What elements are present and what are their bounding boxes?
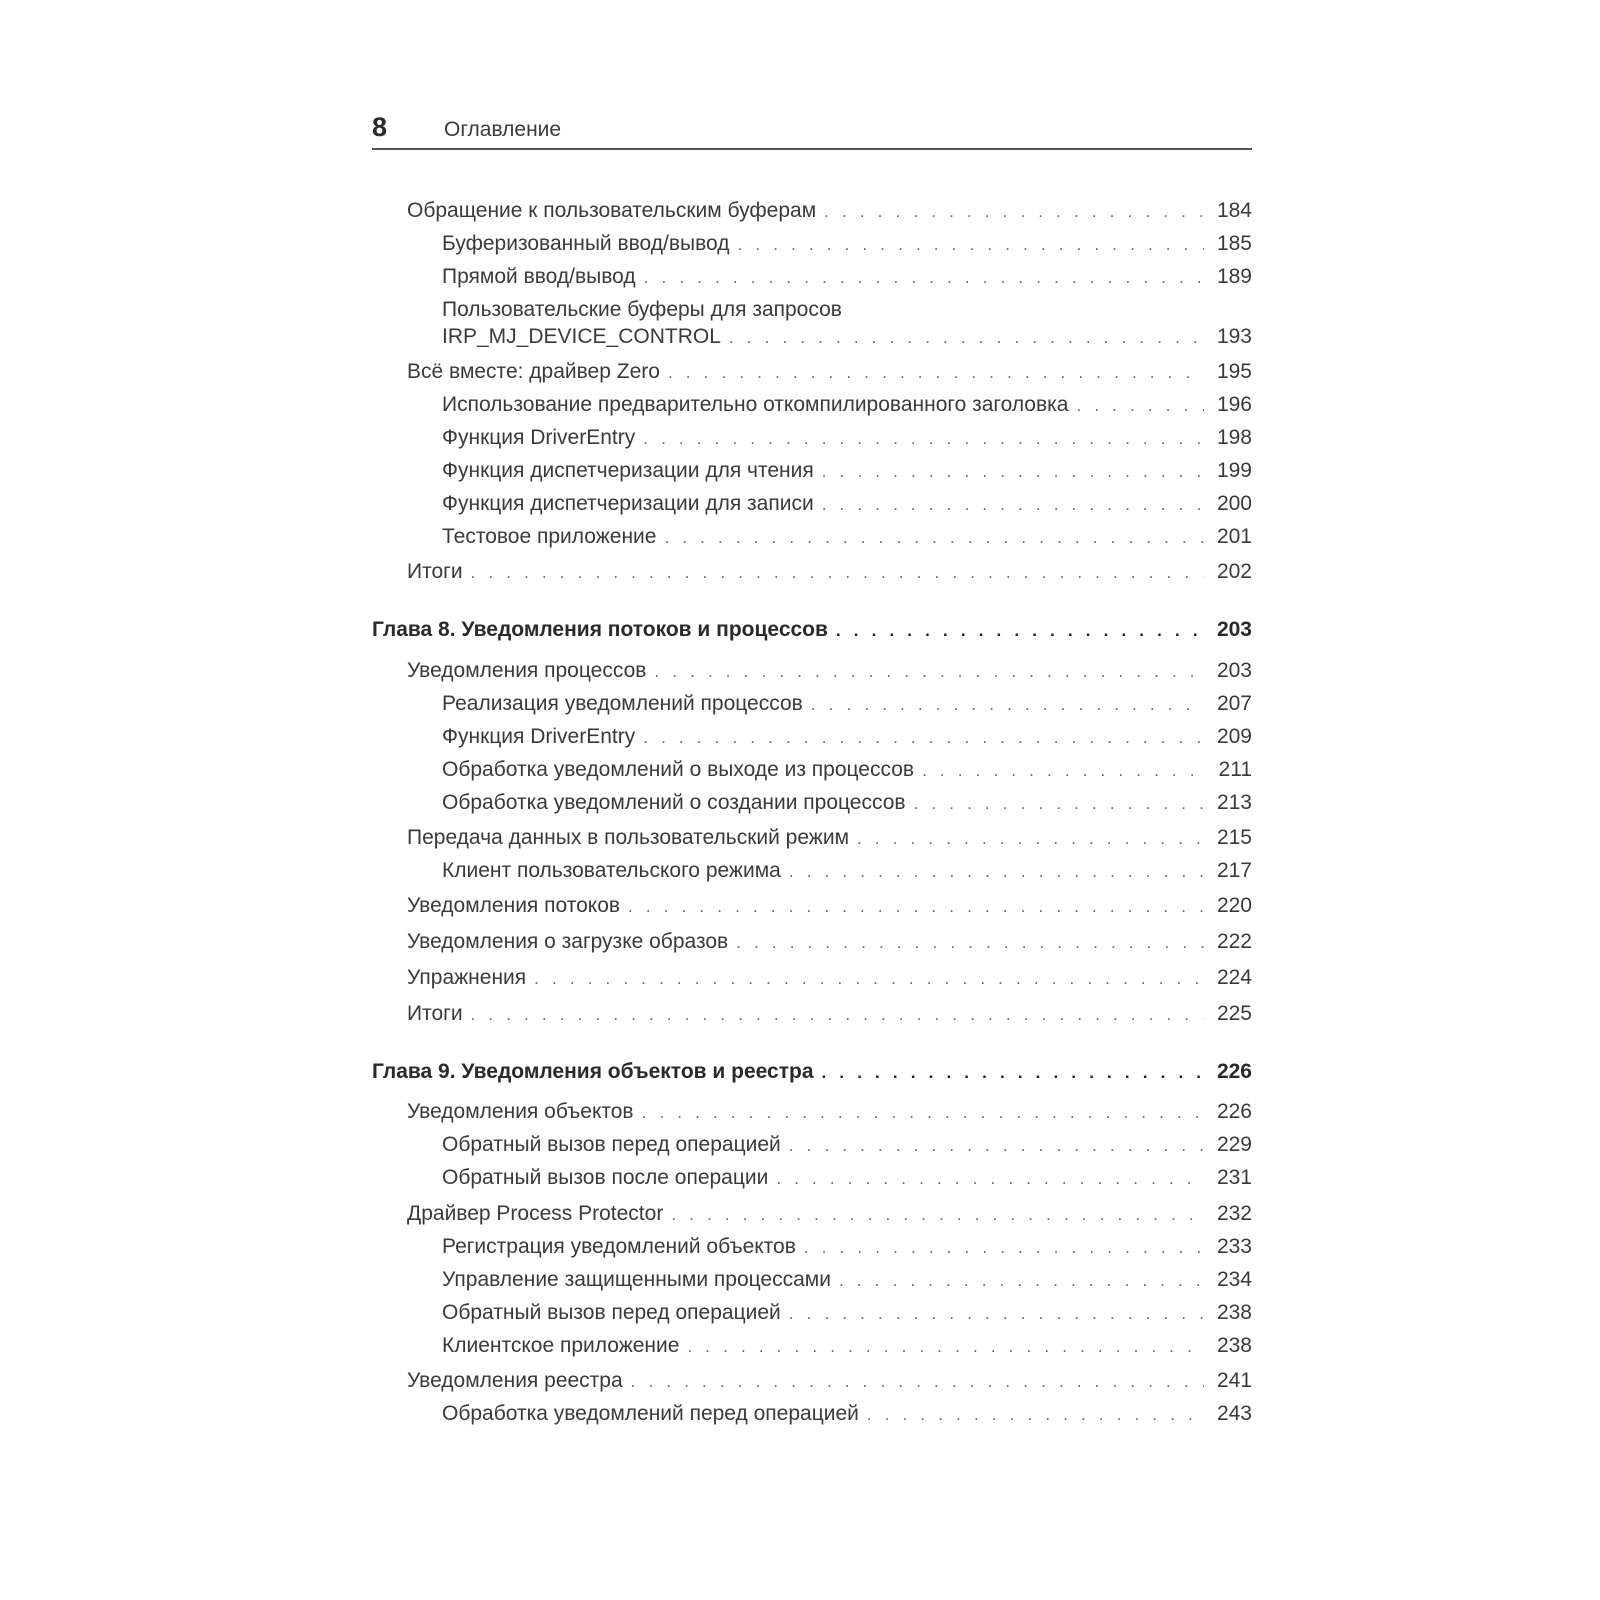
toc-entry-label: Глава 8. Уведомления потоков и процессов [372, 618, 828, 641]
toc-entry[interactable] [372, 1199, 1252, 1229]
toc-entry[interactable] [372, 927, 1252, 957]
dot-leader [839, 1266, 1204, 1296]
toc-entry-label: Итоги [407, 1002, 463, 1025]
toc-page-number: 209 [1216, 725, 1252, 748]
toc-entry[interactable] [372, 1097, 1252, 1127]
toc-chapter-entry[interactable] [372, 1057, 1252, 1087]
toc-entry-label: Функция DriverEntry [442, 725, 636, 748]
page-header [372, 108, 1252, 150]
toc-entry-label: Итоги [407, 560, 463, 583]
toc-entry-label: Передача данных в пользовательский режим [407, 826, 850, 849]
toc-entry[interactable] [372, 999, 1252, 1029]
toc-entry[interactable] [372, 196, 1252, 226]
dot-leader [824, 197, 1204, 227]
toc-entry-label: Уведомления реестра [407, 1369, 623, 1392]
toc-entry-label: Упражнения [407, 966, 527, 989]
toc-page-number: 185 [1216, 232, 1252, 255]
toc-entry-label: Обратный вызов перед операцией [442, 1133, 781, 1156]
toc-entry-label: Буферизованный ввод/вывод [442, 232, 730, 255]
toc-entry[interactable] [372, 856, 1252, 886]
toc-page-number: 243 [1216, 1402, 1252, 1425]
toc-entry[interactable] [372, 689, 1252, 719]
dot-leader [534, 964, 1204, 994]
toc-page-number: 213 [1216, 791, 1252, 814]
toc-chapter-entry[interactable] [372, 615, 1252, 645]
dot-leader [729, 323, 1204, 353]
toc-page-number: 232 [1216, 1202, 1252, 1225]
toc-entry[interactable] [372, 357, 1252, 387]
toc-entry-label: Функция диспетчеризации для чтения [442, 459, 814, 482]
toc-entry-label: Клиентское приложение [442, 1334, 680, 1357]
toc-entry-label: IRP_MJ_DEVICE_CONTROL [442, 325, 721, 348]
dot-leader [822, 1058, 1204, 1088]
toc-page-number: 189 [1216, 265, 1252, 288]
toc-entry-label: Уведомления процессов [407, 659, 647, 682]
toc-page-number: 184 [1216, 199, 1252, 222]
toc-entry[interactable] [372, 229, 1252, 259]
toc-entry-label: Прямой ввод/вывод [442, 265, 636, 288]
toc-page-number: 199 [1216, 459, 1252, 482]
toc-entry-label: Использование предварительно откомпилированного заголовка [442, 393, 1069, 416]
toc-page-number: 238 [1216, 1301, 1252, 1324]
dot-leader [811, 690, 1204, 720]
toc-page-number: 201 [1216, 525, 1252, 548]
dot-leader [922, 756, 1204, 786]
dot-leader [643, 424, 1204, 454]
toc-page-number: 229 [1216, 1133, 1252, 1156]
toc-entry-label-line1: Пользовательские буферы для запросов [442, 298, 842, 321]
dot-leader [836, 616, 1204, 646]
toc-entry[interactable] [372, 390, 1252, 420]
page-number: 8 [372, 112, 388, 142]
toc-entry[interactable] [372, 656, 1252, 686]
dot-leader [738, 230, 1205, 260]
dot-leader [643, 723, 1204, 753]
dot-leader [644, 263, 1204, 293]
toc-entry[interactable] [372, 963, 1252, 993]
toc-entry-label: Обработка уведомлений о выходе из процессов [442, 758, 915, 781]
toc-entry-label: Обработка уведомлений о создании процессов [442, 791, 906, 814]
toc-entry-label: Драйвер Process Protector [407, 1202, 664, 1225]
toc-entry-label: Функция диспетчеризации для записи [442, 492, 814, 515]
toc-entry-label: Функция DriverEntry [442, 426, 636, 449]
toc-entry[interactable] [372, 823, 1252, 853]
toc-page-number: 226 [1216, 1060, 1252, 1083]
dot-leader [671, 1200, 1204, 1230]
toc-entry-label: Уведомления потоков [407, 894, 621, 917]
toc-page-number: 241 [1216, 1369, 1252, 1392]
toc-page-number: 198 [1216, 426, 1252, 449]
toc-page-number: 238 [1216, 1334, 1252, 1357]
dot-leader [1076, 391, 1204, 421]
toc-entry-label: Управление защищенными процессами [442, 1268, 831, 1291]
toc-entry[interactable] [372, 722, 1252, 752]
dot-leader [642, 1098, 1204, 1128]
toc-page-number: 233 [1216, 1235, 1252, 1258]
dot-leader [687, 1332, 1204, 1362]
dot-leader [857, 824, 1204, 854]
toc-page-number: 226 [1216, 1100, 1252, 1123]
dot-leader [822, 457, 1204, 487]
toc-entry[interactable] [372, 489, 1252, 519]
toc-page-number: 202 [1216, 560, 1252, 583]
toc-entry-label: Тестовое приложение [442, 525, 657, 548]
toc-entry[interactable] [372, 423, 1252, 453]
dot-leader [628, 892, 1204, 922]
toc-entry[interactable] [372, 262, 1252, 292]
toc-page-number: 220 [1216, 894, 1252, 917]
toc-page-number: 211 [1218, 758, 1252, 781]
toc-entry-label: Глава 9. Уведомления объектов и реестра [372, 1060, 814, 1083]
toc-entry[interactable] [372, 1130, 1252, 1160]
dot-leader [471, 558, 1204, 588]
toc-page-number: 203 [1216, 659, 1252, 682]
toc-page-number: 231 [1216, 1166, 1252, 1189]
toc-page-number: 193 [1216, 325, 1252, 348]
toc-entry[interactable] [372, 1265, 1252, 1295]
toc-entry[interactable] [372, 788, 1252, 818]
toc-entry-label: Уведомления о загрузке образов [407, 930, 729, 953]
toc-entry-label: Обращение к пользовательским буферам [407, 199, 817, 222]
toc-entry[interactable] [372, 557, 1252, 587]
toc-entry[interactable] [372, 891, 1252, 921]
dot-leader [664, 523, 1204, 553]
dot-leader [804, 1233, 1204, 1263]
toc-page-number: 234 [1216, 1268, 1252, 1291]
toc-entry-label: Обратный вызов перед операцией [442, 1301, 781, 1324]
dot-leader [631, 1367, 1204, 1397]
toc-entry[interactable] [372, 1331, 1252, 1361]
toc-page-number: 200 [1216, 492, 1252, 515]
toc-page-number: 195 [1216, 360, 1252, 383]
toc-entry-label: Регистрация уведомлений объектов [442, 1235, 796, 1258]
toc-page-number: 225 [1216, 1002, 1252, 1025]
toc-entry-label: Обработка уведомлений перед операцией [442, 1402, 859, 1425]
dot-leader [471, 1000, 1204, 1030]
toc-entry[interactable] [372, 456, 1252, 486]
dot-leader [914, 789, 1204, 819]
toc-page-number: 203 [1216, 618, 1252, 641]
toc-entry[interactable] [372, 1399, 1252, 1429]
dot-leader [736, 928, 1204, 958]
dot-leader [789, 1131, 1204, 1161]
toc-entry[interactable] [372, 1232, 1252, 1262]
toc-entry-label: Всё вместе: драйвер Zero [407, 360, 660, 383]
dot-leader [789, 1299, 1204, 1329]
toc-entry-label: Обратный вызов после операции [442, 1166, 769, 1189]
toc-page-number: 207 [1216, 692, 1252, 715]
toc-page-number: 217 [1216, 859, 1252, 882]
toc-entry[interactable] [372, 522, 1252, 552]
toc-entry-label: Реализация уведомлений процессов [442, 692, 803, 715]
toc-entry-label: Уведомления объектов [407, 1100, 634, 1123]
toc-entry[interactable] [372, 1298, 1252, 1328]
running-title: Оглавление [444, 118, 562, 141]
dot-leader [776, 1164, 1204, 1194]
toc-page-number: 196 [1216, 393, 1252, 416]
toc-entry[interactable] [372, 322, 1252, 352]
dot-leader [822, 490, 1204, 520]
dot-leader [867, 1400, 1204, 1430]
toc-entry[interactable] [372, 1163, 1252, 1193]
toc-entry[interactable] [372, 1366, 1252, 1396]
dot-leader [654, 657, 1204, 687]
toc-page-number: 224 [1216, 966, 1252, 989]
toc-entry[interactable] [372, 755, 1252, 785]
toc-entry-label: Клиент пользовательского режима [442, 859, 781, 882]
dot-leader [789, 857, 1204, 887]
toc-page-number: 222 [1216, 930, 1252, 953]
dot-leader [668, 358, 1204, 388]
toc-page-number: 215 [1216, 826, 1252, 849]
